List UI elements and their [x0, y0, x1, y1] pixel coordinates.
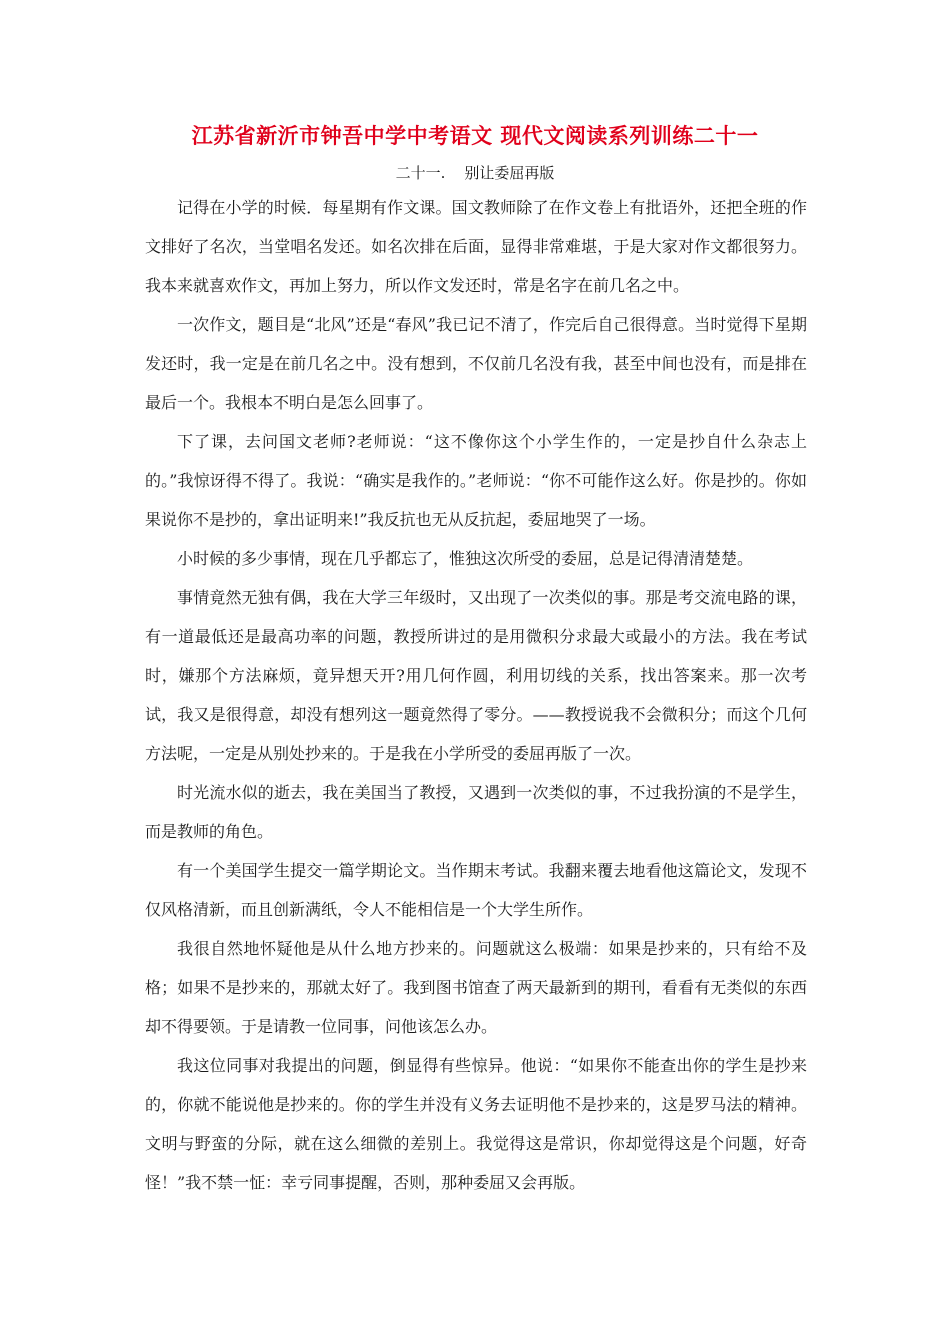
paragraph: 下了课，去问国文老师?老师说：“这不像你这个小学生作的，一定是抄自什么杂志上的。”我惊讶得不得了。我说：“确实是我作的。”老师说：“你不可能作这么好。你是抄的。你如果说你不是抄的，拿出证明来!”我反抗也无从反抗起，委屈地哭了一场。	[145, 432, 807, 529]
paragraph: 事情竟然无独有偶，我在大学三年级时，又出现了一次类似的事。那是考交流电路的课，有一道最低还是最高功率的问题，教授所讲过的是用微积分求最大或最小的方法。我在考试时，嫌那个方法麻烦，竟异想天开?用几何作圆，利用切线的关系，找出答案来。那一次考试，我又是很得意，却没有想列这一题竟然得了零分。——教授说我不会微积分；而这个几何方法呢，一定是从别处抄来的。于是我在小学所受的委屈再版了一次。	[145, 588, 807, 763]
article-body	[145, 188, 807, 1202]
paragraph: 小时候的多少事情，现在几乎都忘了，惟独这次所受的委屈，总是记得清清楚楚。	[177, 549, 754, 568]
paragraph: 有一个美国学生提交一篇学期论文。当作期末考试。我翻来覆去地看他这篇论文，发现不仅风格清新，而且创新满纸，令人不能相信是一个大学生所作。	[145, 861, 807, 919]
paragraph: 一次作文，题目是“北风”还是“春风”我已记不清了，作完后自己很得意。当时觉得下星期发还时，我一定是在前几名之中。没有想到，不仅前几名没有我，甚至中间也没有，而是排在最后一个。我根本不明白是怎么回事了。	[145, 315, 807, 412]
document-title: 江苏省新沂市钟吾中学中考语文 现代文阅读系列训练二十一	[191, 124, 759, 148]
paragraph: 我这位同事对我提出的问题，倒显得有些惊异。他说：“如果你不能查出你的学生是抄来的，你就不能说他是抄来的。你的学生并没有义务去证明他不是抄来的，这是罗马法的精神。文明与野蛮的分际，就在这么细微的差别上。我觉得这是常识，你却觉得这是个问题，好奇怪！”我不禁一怔：幸亏同事提醒，否则，那种委屈又会再版。	[145, 1056, 807, 1192]
paragraph: 记得在小学的时候．每星期有作文课。国文教师除了在作文卷上有批语外，还把全班的作文排好了名次，当堂唱名发还。如名次排在后面，显得非常难堪，于是大家对作文都很努力。我本来就喜欢作文，再加上努力，所以作文发还时，常是名字在前几名之中。	[145, 198, 807, 295]
paragraph: 时光流水似的逝去，我在美国当了教授，又遇到一次类似的事，不过我扮演的不是学生，而是教师的角色。	[145, 783, 807, 841]
paragraph: 我很自然地怀疑他是从什么地方抄来的。问题就这么极端：如果是抄来的，只有给不及格；如果不是抄来的，那就太好了。我到图书馆查了两天最新到的期刊，看看有无类似的东西却不得要领。于是请教一位同事，问他该怎么办。	[145, 939, 807, 1036]
article-subtitle: 二十一. 别让委屈再版	[395, 164, 555, 182]
